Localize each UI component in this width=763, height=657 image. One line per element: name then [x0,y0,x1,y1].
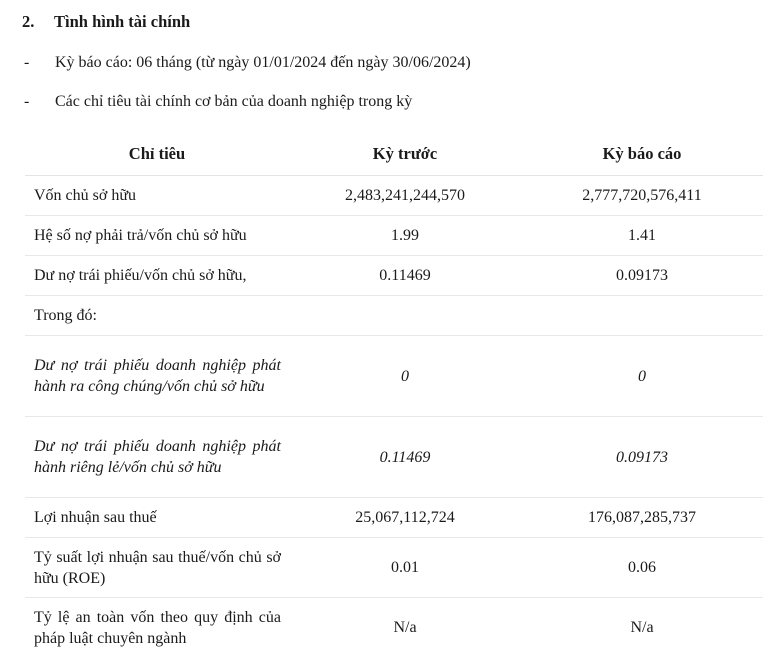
row-label: Lợi nhuận sau thuế [25,498,289,538]
header-previous-period: Kỳ trước [289,133,521,176]
value-previous: 0.01 [289,538,521,598]
value-previous: 0.11469 [289,417,521,498]
header-indicator: Chỉ tiêu [25,133,289,176]
section-title: Tình hình tài chính [54,12,190,31]
value-current: 1.41 [521,216,763,256]
bullet-reporting-period [24,54,471,72]
row-label: Dư nợ trái phiếu doanh nghiệp phát hành riêng lẻ/vốn chủ sở hữu [25,417,289,498]
header-reporting-period: Kỳ báo cáo [521,133,763,176]
value-previous: 1.99 [289,216,521,256]
bullet-marker: - [24,93,55,111]
bullet-marker: - [24,54,55,72]
value-current: 2,777,720,576,411 [521,176,763,216]
value-current: 0.06 [521,538,763,598]
bullet-text: Các chỉ tiêu tài chính cơ bản của doanh nghiệp trong kỳ [55,93,412,110]
value-previous: 0 [289,336,521,417]
table-row-private-bonds [25,417,763,498]
table-row [25,498,763,538]
row-label: Tỷ lệ an toàn vốn theo quy định của pháp luật chuyên ngành [25,598,289,657]
financial-indicators-table [25,133,763,657]
value-previous [289,296,521,336]
table-row [25,256,763,296]
value-current: N/a [521,598,763,657]
section-heading [22,12,190,32]
row-label: Hệ số nợ phải trả/vốn chủ sở hữu [25,216,289,256]
row-label: Dư nợ trái phiếu/vốn chủ sở hữu, [25,256,289,296]
bullet-financial-indicators [24,93,412,111]
table-row [25,538,763,598]
value-previous: 2,483,241,244,570 [289,176,521,216]
table-row [25,216,763,256]
table-row [25,598,763,657]
value-previous: 25,067,112,724 [289,498,521,538]
section-number: 2. [22,12,54,32]
row-label: Dư nợ trái phiếu doanh nghiệp phát hành ra công chúng/vốn chủ sở hữu [25,336,289,417]
row-label: Vốn chủ sở hữu [25,176,289,216]
value-current: 0 [521,336,763,417]
table-row-subheading [25,296,763,336]
value-current: 0.09173 [521,256,763,296]
row-label: Trong đó: [25,296,289,336]
value-previous: 0.11469 [289,256,521,296]
value-current: 176,087,285,737 [521,498,763,538]
value-previous: N/a [289,598,521,657]
bullet-text: Kỳ báo cáo: 06 tháng (từ ngày 01/01/2024 đến ngày 30/06/2024) [55,54,471,71]
value-current [521,296,763,336]
value-current: 0.09173 [521,417,763,498]
table-row [25,176,763,216]
table-row-public-bonds [25,336,763,417]
row-label: Tỷ suất lợi nhuận sau thuế/vốn chủ sở hữu (ROE) [25,538,289,598]
table-header-row [25,133,763,176]
